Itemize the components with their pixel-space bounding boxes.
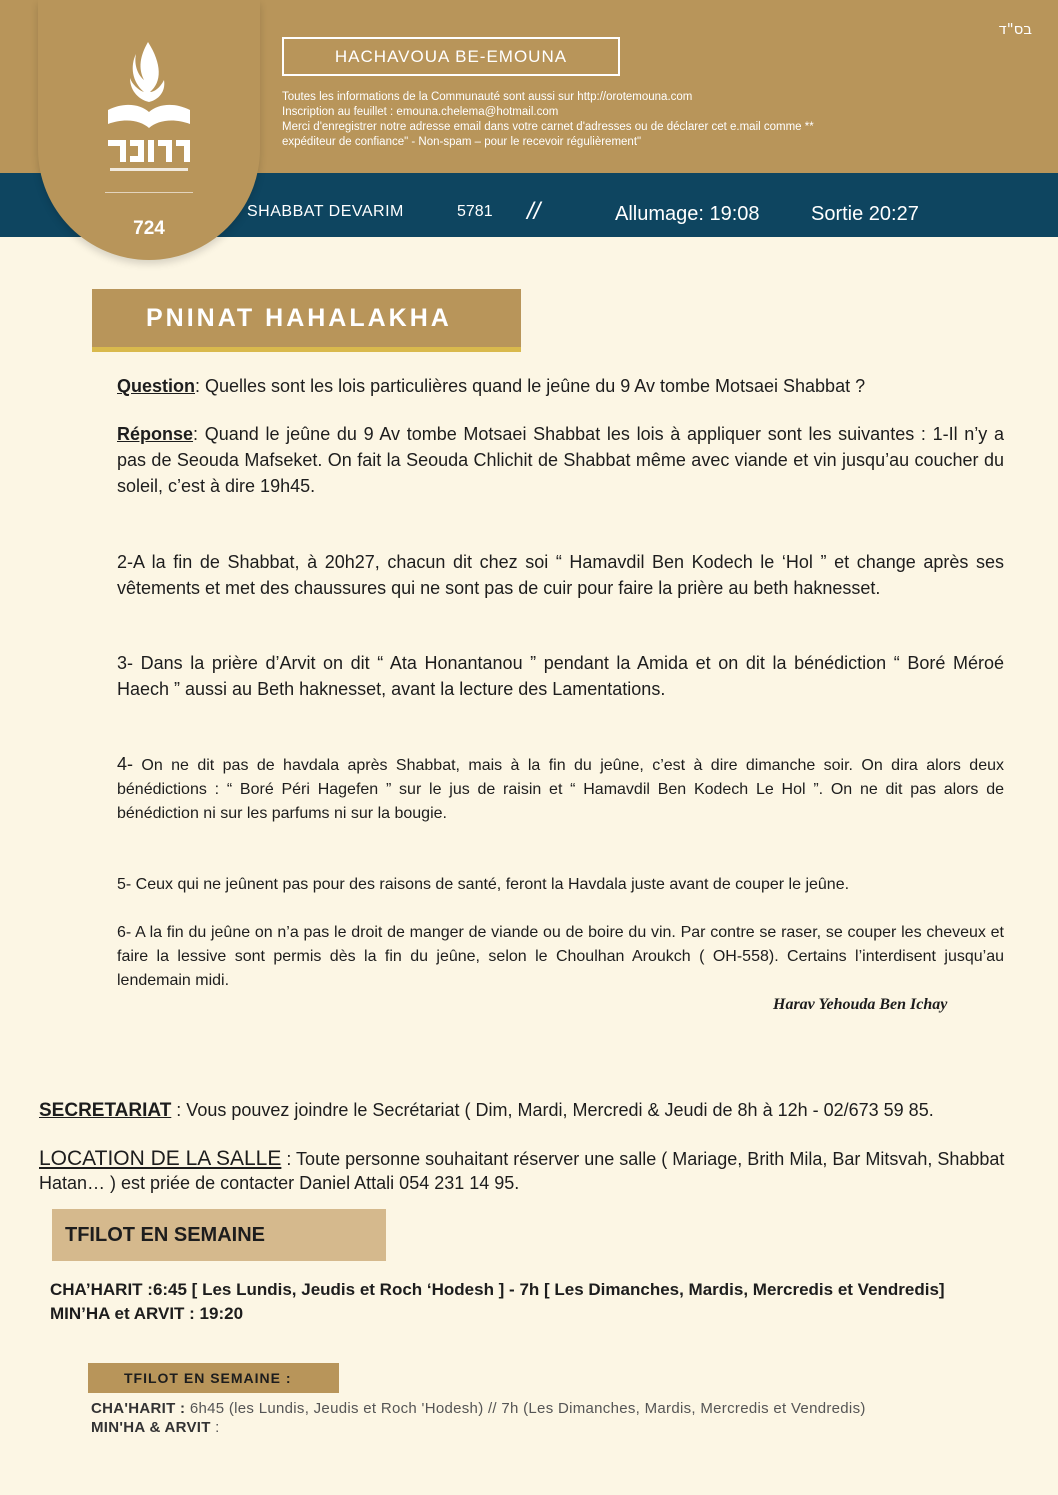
chaharit-text-secondary: 6h45 (les Lundis, Jeudis et Roch 'Hodesh) // 7h (Les Dimanches, Mardis, Mercredis et Vendredis) [185,1400,866,1417]
secretariat-label: SECRETARIAT [39,1100,172,1121]
location-text: : Toute personne souhaitant réserver une salle ( Mariage, Brith Mila, Bar Mitsvah, Shabbat Hatan… ) est priée de contacter Daniel Attali 054 231 14 95. [39,1149,1005,1193]
point-2-paragraph: 2-A la fin de Shabbat, à 20h27, chacun dit chez soi “ Hamavdil Ben Kodech le ‘Hol ” et change après ses vêtements et met des chaussures qui ne sont pas de cuir pour faire la prière au beth haknesset. [117,552,1004,598]
chaharit-schedule: CHA’HARIT :6:45 [ Les Lundis, Jeudis et Roch ‘Hodesh ] - 7h [ Les Dimanches, Mardis, Mercredis et Vendredis] [50,1280,945,1299]
rabbi-signature: Harav Yehouda Ben Ichay [773,996,948,1013]
minha-schedule-secondary [91,1419,220,1436]
location-line [39,1147,1009,1195]
issue-number: 724 [133,218,165,239]
logo-disc [38,0,260,260]
question-label: Question [117,376,196,396]
question-paragraph [117,373,1004,399]
logo-divider [105,192,193,193]
info-line-spam-notice-cont: expéditeur de confiance" - Non-spam – pour le recevoir régulièrement" [282,136,642,148]
secretariat-line [39,1098,1009,1123]
point-4-paragraph [117,752,1004,826]
candle-lighting-time: Allumage: 19:08 [615,203,760,225]
parasha-name: SHABBAT DEVARIM [247,203,404,220]
info-line-website: Toutes les informations de la Communauté sont aussi sur http://orotemouna.com [282,91,693,103]
shabbat-end-time: Sortie 20:27 [811,203,919,225]
point-5-paragraph: 5- Ceux qui ne jeûnent pas pour des raisons de santé, feront la Havdala juste avant de couper le jeûne. [117,876,850,893]
info-line-spam-notice: Merci d'enregistrer notre adresse email dans votre carnet d'adresses ou de déclarer cet e.mail comme ** [282,121,814,133]
answer-paragraph [117,421,1004,499]
point-4-number: 4- [117,754,134,774]
minha-schedule: MIN’HA et ARVIT : 19:20 [50,1304,244,1323]
tfilot-banner-secondary: TFILOT EN SEMAINE : [88,1363,339,1393]
secretariat-text: : Vous pouvez joindre le Secrétariat ( Dim, Mardi, Mercredi & Jeudi de 8h à 12h - 02/673 59 85. [171,1100,934,1120]
info-line-inscription: Inscription au feuillet : emouna.chelema@hotmail.com [282,106,559,118]
point-3-paragraph: 3- Dans la prière d’Arvit on dit “ Ata Honantanou ” pendant la Amida et on dit la bénédiction “ Boré Méroé Haech ” aussi au Beth haknesset, avant la lecture des Lamentations. [117,653,1004,699]
answer-text: : Quand le jeûne du 9 Av tombe Motsaei Shabbat les lois à appliquer sont les suivantes : 1-Il n’y a pas de Seouda Mafseket. On fait la Seouda Chlichit de Shabbat même avec viande et vin jusqu’au coucher du soleil, c’est à dire 19h45. [117,424,1004,496]
minha-label-secondary: MIN'HA & ARVIT [91,1419,211,1436]
point-4-text: On ne dit pas de havdala après Shabbat, mais à la fin du jeûne, c’est à dire dimanche soir. On dira alors deux bénédictions : “ Boré Péri Hagefen ” sur le jus de raisin et “ Hamavdil Ben Kodech Le Hol ”. On ne dit pas alors de bénédiction ni sur les parfums ni sur la bougie. [117,757,1004,822]
bsd-mark: בס"ד [998,20,1032,38]
nav-separator: // [527,198,541,225]
point-6-paragraph: 6- A la fin du jeûne on n’a pas le droit de manger de viande ou de boire du vin. Par contre se raser, se couper les cheveux et faire la lessive sont permis dès la fin du jeûne, selon le Choulhan Aroukch ( OH-558). Certains l’interdisent jusqu’au lendemain midi. [117,924,1004,989]
chaharit-schedule-secondary [91,1400,866,1417]
chaharit-label-secondary: CHA'HARIT : [91,1400,186,1417]
tfilot-banner: TFILOT EN SEMAINE [52,1209,386,1261]
section-title-banner: PNINAT HAHALAKHA [92,289,521,352]
location-label: LOCATION DE LA SALLE [39,1147,282,1170]
answer-label: Réponse [117,424,194,444]
emouna-logo-icon [104,38,194,178]
newsletter-title: HACHAVOUA BE-EMOUNA [282,37,620,76]
minha-text-secondary: : [210,1419,220,1436]
header-info [282,90,942,150]
hebrew-year: 5781 [457,203,493,220]
question-text: : Quelles sont les lois particulières quand le jeûne du 9 Av tombe Motsaei Shabbat ? [195,376,866,396]
